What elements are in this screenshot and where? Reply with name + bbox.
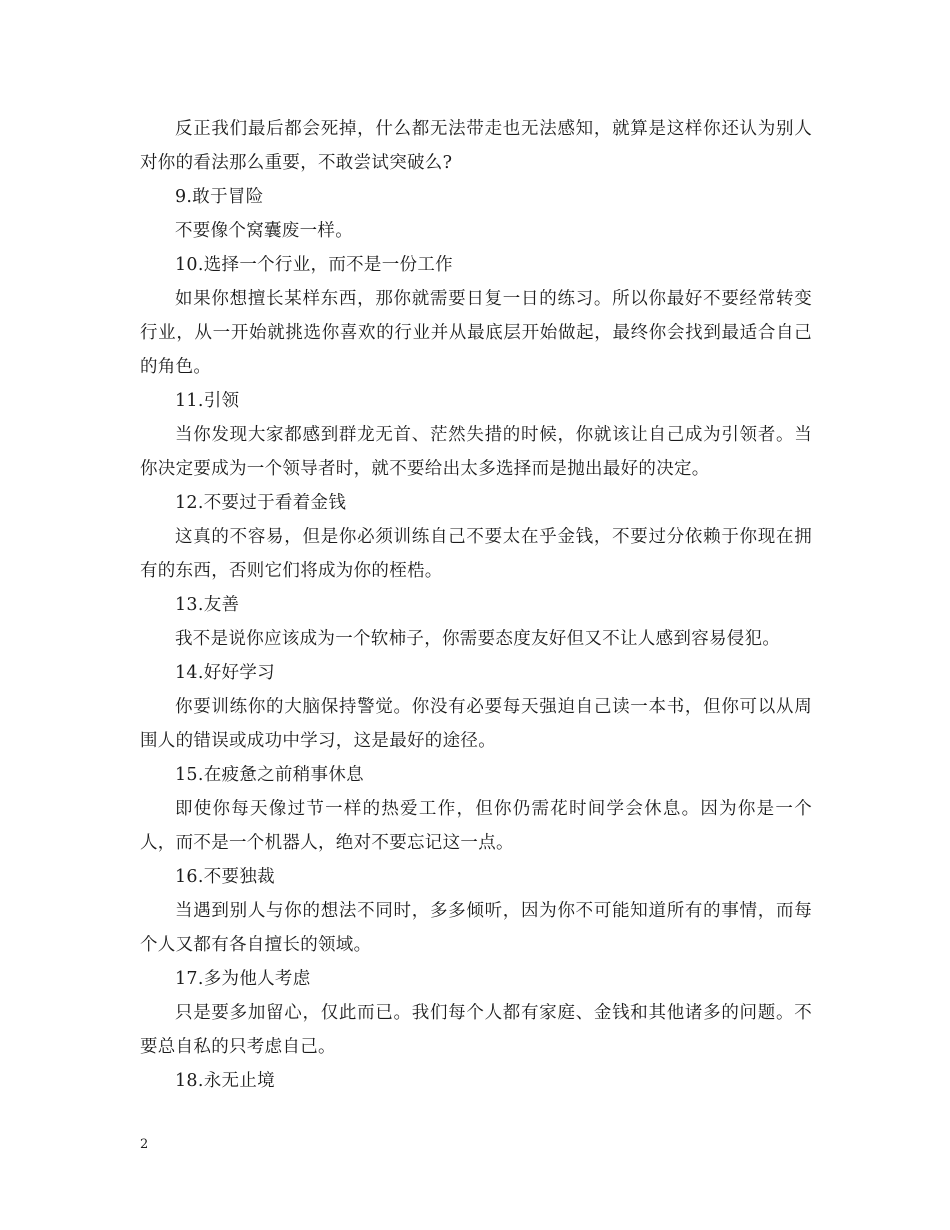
document-body	[140, 112, 812, 1098]
paragraph: 当你发现大家都感到群龙无首、茫然失措的时候，你就该让自己成为引领者。当你决定要成为一个领导者时，就不要给出太多选择而是抛出最好的决定。	[140, 425, 812, 479]
paragraph: 你要训练你的大脑保持警觉。你没有必要每天强迫自己读一本书，但你可以从周围人的错误或成功中学习，这是最好的途径。	[140, 697, 812, 751]
paragraph: 如果你想擅长某样东西，那你就需要日复一日的练习。所以你最好不要经常转变行业，从一开始就挑选你喜欢的行业并从最底层开始做起，最终你会找到最适合自己的角色。	[140, 289, 812, 377]
section-heading: 13.友善	[175, 595, 240, 615]
section-heading: 16.不要独裁	[175, 867, 275, 887]
paragraph: 这真的不容易，但是你必须训练自己不要太在乎金钱，不要过分依赖于你现在拥有的东西，否则它们将成为你的桎梏。	[140, 527, 812, 581]
page-number: 2	[140, 1137, 149, 1152]
section-heading: 12.不要过于看着金钱	[175, 493, 347, 513]
paragraph: 我不是说你应该成为一个软柿子，你需要态度友好但又不让人感到容易侵犯。	[175, 629, 781, 649]
paragraph: 只是要多加留心，仅此而已。我们每个人都有家庭、金钱和其他诸多的问题。不要总自私的只考虑自己。	[140, 1003, 812, 1057]
section-heading: 17.多为他人考虑	[175, 969, 311, 989]
paragraph: 当遇到别人与你的想法不同时，多多倾听，因为你不可能知道所有的事情，而每个人又都有各自擅长的领域。	[140, 901, 812, 955]
paragraph: 不要像个窝囊废一样。	[175, 221, 353, 241]
paragraph: 反正我们最后都会死掉，什么都无法带走也无法感知，就算是这样你还认为别人对你的看法那么重要，不敢尝试突破么?	[140, 119, 812, 173]
section-heading: 11.引领	[175, 391, 240, 411]
section-heading: 18.永无止境	[175, 1071, 275, 1091]
section-heading: 14.好好学习	[175, 663, 275, 683]
paragraph: 即使你每天像过节一样的热爱工作，但你仍需花时间学会休息。因为你是一个人，而不是一个机器人，绝对不要忘记这一点。	[140, 799, 812, 853]
section-heading: 9.敢于冒险	[175, 187, 264, 207]
section-heading: 10.选择一个行业，而不是一份工作	[175, 255, 453, 275]
section-heading: 15.在疲惫之前稍事休息	[175, 765, 364, 785]
